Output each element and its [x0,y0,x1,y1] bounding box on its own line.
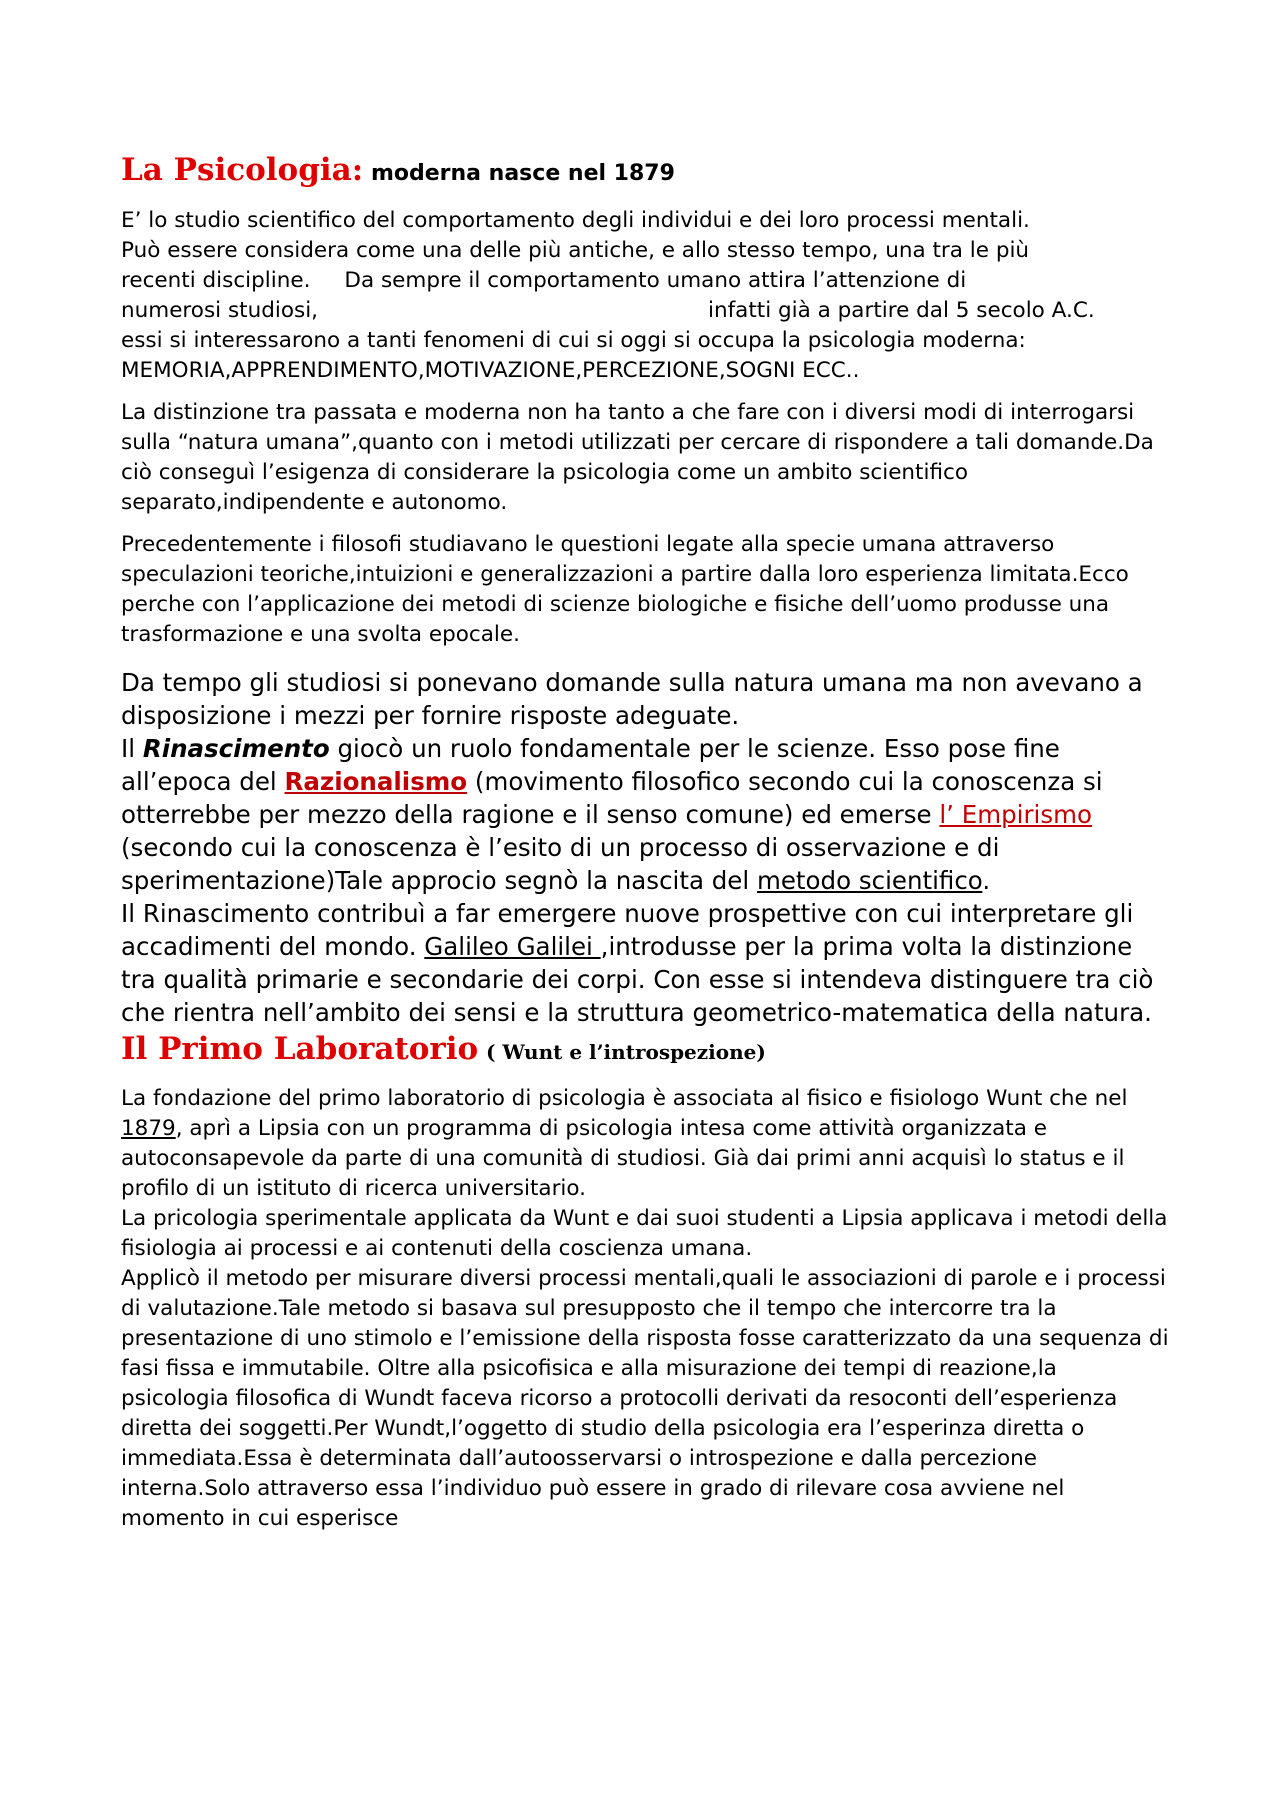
text-fragment: (movimento filosofico secondo cui la conoscenza si otterrebbe per mezzo della ragione e il senso comune) ed emerse [121,767,1103,829]
paragraph-distinzione: La distinzione tra passata e moderna non ha tanto a che fare con i diversi modi di interrogarsi sulla “natura umana”,quanto con i metodi utilizzati per cercare di rispondere a tali domande.Da ciò conseguì l’esigenza di considerare la psicologia come un ambito scientifico separato,indipendente e autonomo. [121,400,1154,515]
text-fragment: Il [121,734,143,763]
section-title-laboratorio [121,1029,1171,1072]
text-fragment: La pricologia sperimentale applicata da Wunt e dai suoi studenti a Lipsia applicava i metodi della fisiologia ai processi e ai contenuti della coscienza umana. [121,1206,1168,1261]
galileo-link[interactable]: Galileo Galilei [424,932,601,961]
text-fragment: La fondazione del primo laboratorio di psicologia è associata al fisico e fisiologo Wunt che nel [121,1086,1128,1111]
text-fragment: . [982,866,991,895]
text-fragment: giocò un ruolo fondamentale per le scienze. Esso pose fine all’epoca del [121,734,1060,796]
paragraph-filosofi: Precedentemente i filosofi studiavano le questioni legate alla specie umana attraverso speculazioni teoriche,intuizioni e generalizzazioni a partire dalla loro esperienza limitata.Ecco perche con l’applicazione dei metodi di scienze biologiche e fisiche dell’uomo produsse una trasformazione e una svolta epocale. [121,532,1129,647]
intro-line-3a: recenti discipline. [121,268,311,293]
metodo-scientifico-link[interactable]: metodo scientifico [756,866,983,895]
title-subtitle: moderna nasce nel 1879 [370,161,675,186]
section-title-psicologia [121,150,1171,194]
paragraph-wunt [121,1084,1171,1534]
paragraph-intro [121,206,1171,386]
document-body [121,150,1171,1534]
intro-line-1: E’ lo studio scientifico del comportamento degli individui e dei loro processi mentali. [121,208,1030,233]
paragraph-rinascimento [121,666,1171,1029]
rinascimento-sentence-1: Da tempo gli studiosi si ponevano domande sulla natura umana ma non avevano a disposizione i mezzi per fornire risposte adeguate. [121,668,1143,730]
rinascimento-term: Rinascimento [142,734,330,763]
text-fragment: , aprì a Lipsia con un programma di psicologia intesa come attività organizzata e autoconsapevole da parte di una comunità di studiosi. Già dai primi anni acquisì lo status e il profilo di un istituto di ricerca universitario. [121,1116,1125,1201]
text-fragment: Il Rinascimento contribuì a far emergere nuove prospettive con cui interpretare gli accadimenti del mondo. [121,899,1134,961]
year-1879-link[interactable]: 1879 [121,1116,176,1141]
intro-line-3b: Da sempre il comportamento umano attira l’attenzione di [344,268,967,293]
intro-line-6: MEMORIA,APPRENDIMENTO,MOTIVAZIONE,PERCEZIONE,SOGNI ECC.. [121,358,860,383]
intro-line-4b: infatti già a partire dal 5 secolo A.C. [708,298,1095,323]
title-text: La Psicologia: [121,152,364,188]
intro-line-4a: numerosi studiosi, [121,298,318,323]
text-fragment: (secondo cui la conoscenza è l’esito di un processo di osservazione e di sperimentazione)Tale approcio segnò la nascita del [121,833,1000,895]
text-fragment: ,introdusse per la prima volta la distinzione tra qualità primarie e secondarie dei corpi. Con esse si intendeva distinguere tra ciò che rientra nell’ambito dei sensi e la struttura geometrico-matematica della natura. [121,932,1154,1027]
text-fragment: Applicò il metodo per misurare diversi processi mentali,quali le associazioni di parole e i processi di valutazione.Tale metodo si basava sul presupposto che il tempo che intercorre tra la presentazione di uno stimolo e l’emissione della risposta fosse caratterizzato da una sequenza di fasi fissa e immutabile. Oltre alla psicofisica e alla misurazione dei tempi di reazione,la psicologia filosofica di Wundt faceva ricorso a protocolli derivati da resoconti dell’esperienza diretta dei soggetti.Per Wundt,l’oggetto di studio della psicologia era l’esperinza diretta o immediata.Essa è determinata dall’autoosservarsi o introspezione e dalla percezione interna.Solo attraverso essa l’individuo può essere in grado di rilevare cosa avviene nel momento in cui esperisce [121,1266,1169,1531]
empirismo-link[interactable]: l’ Empirismo [939,800,1092,829]
title-subtitle: ( Wunt e l’introspezione) [485,1040,766,1064]
intro-line-2: Può essere considera come una delle più antiche, e allo stesso tempo, una tra le più [121,238,1030,263]
intro-line-5: essi si interessarono a tanti fenomeni di cui si oggi si occupa la psicologia moderna: [121,328,1026,353]
razionalismo-link[interactable]: Razionalismo [284,767,468,796]
title-text: Il Primo Laboratorio [121,1031,479,1067]
